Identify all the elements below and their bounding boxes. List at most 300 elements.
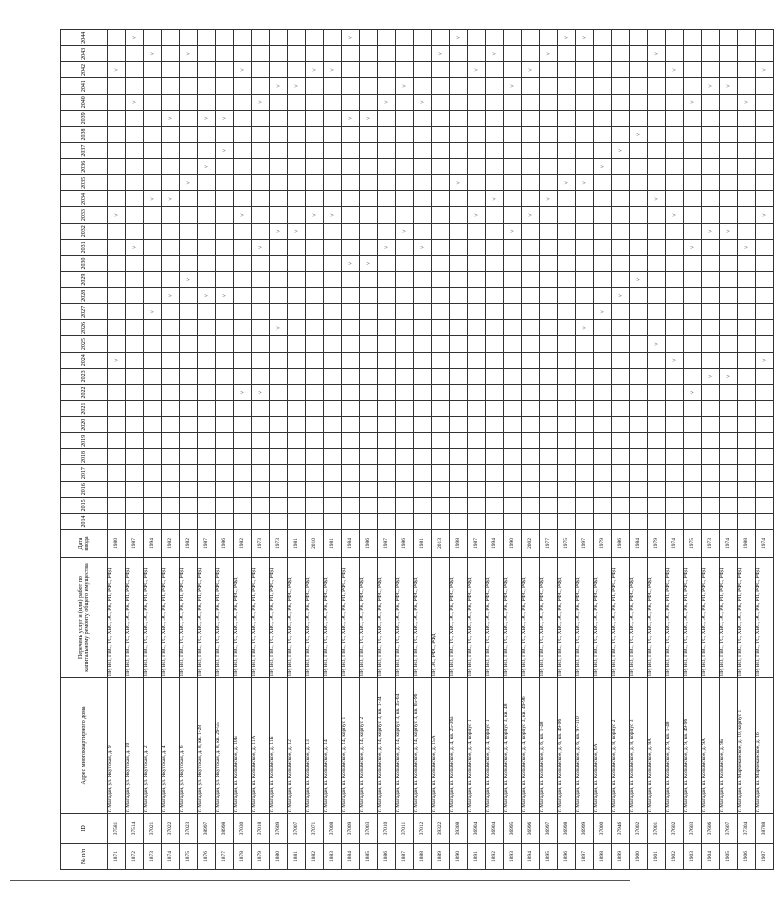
cell-year-2015: [432, 497, 450, 513]
cell-year-2035: [594, 175, 612, 191]
cell-year-2034: [324, 191, 342, 207]
cell-year-2043: ˅: [180, 46, 198, 62]
cell-year-2036: [108, 159, 126, 175]
cell-year-2020: [522, 417, 540, 433]
cell-year-2032: [630, 223, 648, 239]
cell-year-2036: [306, 159, 324, 175]
cell-year-2044: [252, 30, 270, 46]
cell-year-2021: [702, 401, 720, 417]
cell-year-2020: [558, 417, 576, 433]
cell-year-2043: [612, 46, 630, 62]
cell-year-2020: [720, 417, 738, 433]
cell-year: 1973: [252, 530, 270, 558]
cell-year-2034: [216, 191, 234, 207]
cell-year-2015: [738, 497, 756, 513]
table-row: [252, 30, 270, 870]
cell-year-2043: [558, 46, 576, 62]
cell-year-2035: [360, 175, 378, 191]
cell-year-2029: [720, 272, 738, 288]
cell-year-2023: [144, 368, 162, 384]
cell-year-2035: [252, 175, 270, 191]
cell-year-2034: [594, 191, 612, 207]
cell-year-2034: [684, 191, 702, 207]
cell-year-2035: [666, 175, 684, 191]
cell-year-2030: [486, 255, 504, 271]
cell-year-2031: [288, 239, 306, 255]
cell-year-2028: [252, 288, 270, 304]
cell-year-2029: [162, 272, 180, 288]
cell-year-2016: [720, 481, 738, 497]
cell-year-2039: [288, 110, 306, 126]
cell-year-2016: [648, 481, 666, 497]
cell-year-2029: [378, 272, 396, 288]
cell-year-2032: [414, 223, 432, 239]
cell-year-2038: [576, 126, 594, 142]
cell-year-2032: [486, 223, 504, 239]
cell-year-2027: [288, 304, 306, 320]
cell-works: ПР, ВО, ГВС, ТС, ХВС, ЭС, РК, РФС, РФД: [486, 558, 504, 678]
cell-year-2025: [180, 336, 198, 352]
cell-year-2025: [306, 336, 324, 352]
cell-year-2029: [252, 272, 270, 288]
cell-year-2028: [180, 288, 198, 304]
cell-year-2028: [270, 288, 288, 304]
cell-year-2015: [198, 497, 216, 513]
cell-year-2039: [396, 110, 414, 126]
cell-year-2025: [684, 336, 702, 352]
cell-id: 37007: [288, 814, 306, 844]
cell-year-2031: [306, 239, 324, 255]
table-row: [342, 30, 360, 870]
cell-year-2033: [270, 207, 288, 223]
table-row: [108, 30, 126, 870]
cell-year-2041: [252, 78, 270, 94]
cell-year-2031: [198, 239, 216, 255]
cell-year-2039: [666, 110, 684, 126]
cell-year-2029: [216, 272, 234, 288]
cell-year-2023: [288, 368, 306, 384]
header-year-2043: 2043: [61, 46, 108, 62]
cell-year-2031: [702, 239, 720, 255]
cell-year-2044: ˅: [342, 30, 360, 46]
cell-year-2015: [558, 497, 576, 513]
cell-year-2016: [594, 481, 612, 497]
cell-year-2043: [342, 46, 360, 62]
cell-year-2042: [360, 62, 378, 78]
cell-year-2024: [126, 352, 144, 368]
cell-year-2037: [504, 143, 522, 159]
cell-year-2025: [468, 336, 486, 352]
cell-year-2017: [360, 465, 378, 481]
cell-year-2021: [360, 401, 378, 417]
table-row: [270, 30, 288, 870]
cell-year-2022: [306, 384, 324, 400]
cell-year-2026: [540, 320, 558, 336]
cell-year-2019: [432, 433, 450, 449]
cell-year-2027: [612, 304, 630, 320]
cell-year-2036: [630, 159, 648, 175]
cell-year-2033: [144, 207, 162, 223]
cell-year-2031: [612, 239, 630, 255]
cell-year-2033: [684, 207, 702, 223]
cell-year-2038: [198, 126, 216, 142]
cell-year-2037: [396, 143, 414, 159]
cell-year-2038: [468, 126, 486, 142]
cell-year-2027: [108, 304, 126, 320]
cell-year-2029: [666, 272, 684, 288]
cell-year-2041: [684, 78, 702, 94]
cell-year-2027: [180, 304, 198, 320]
cell-year-2021: [450, 401, 468, 417]
cell-year-2018: [144, 449, 162, 465]
cell-id: 37002: [630, 814, 648, 844]
cell-id: 37010: [378, 814, 396, 844]
header-year-2031: 2031: [61, 239, 108, 255]
cell-year-2023: [108, 368, 126, 384]
cell-works: ПР, ВО, ГВС, ТС, ХВС, ЭС, РК, РП, РФС, РФД: [198, 558, 216, 678]
cell-year-2017: [288, 465, 306, 481]
cell-year-2016: [522, 481, 540, 497]
cell-year-2021: [378, 401, 396, 417]
cell-year-2021: [540, 401, 558, 417]
cell-year-2022: [378, 384, 396, 400]
cell-year-2020: [468, 417, 486, 433]
table-row: [378, 30, 396, 870]
cell-num: 1879: [252, 844, 270, 870]
cell-works: ПР, ВО, ГВС, ТС, ХВС, ЭС, РК, РП, РФС, РФД: [612, 558, 630, 678]
cell-year-2014: [756, 513, 774, 529]
cell-year-2036: [486, 159, 504, 175]
cell-year-2033: ˅: [306, 207, 324, 223]
cell-year-2024: [144, 352, 162, 368]
cell-year-2034: [198, 191, 216, 207]
cell-year-2014: [288, 513, 306, 529]
cell-num: 1907: [756, 844, 774, 870]
cell-year-2033: ˅: [324, 207, 342, 223]
cell-year-2037: [126, 143, 144, 159]
cell-year-2021: [756, 401, 774, 417]
cell-year: 1987: [198, 530, 216, 558]
cell-id: 38998: [216, 814, 234, 844]
cell-year-2021: [738, 401, 756, 417]
cell-year-2037: [486, 143, 504, 159]
cell-year-2039: ˅: [162, 110, 180, 126]
cell-num: 1872: [126, 844, 144, 870]
cell-year-2038: [522, 126, 540, 142]
cell-year: 2013: [432, 530, 450, 558]
cell-year-2027: [252, 304, 270, 320]
cell-year-2018: [360, 449, 378, 465]
cell-year-2037: [198, 143, 216, 159]
cell-address: г. Магадан, ш. Колымское, д. 14, корпус 3, кв. 35-64: [396, 678, 414, 814]
cell-year-2014: [486, 513, 504, 529]
cell-year-2025: [234, 336, 252, 352]
cell-year-2032: [684, 223, 702, 239]
cell-year-2035: ˅: [576, 175, 594, 191]
cell-id: 37514: [126, 814, 144, 844]
cell-year: 1974: [756, 530, 774, 558]
table-row: [684, 30, 702, 870]
cell-year-2030: [324, 255, 342, 271]
cell-year-2019: [108, 433, 126, 449]
cell-year-2041: [342, 78, 360, 94]
cell-year-2037: ˅: [216, 143, 234, 159]
cell-year-2032: [252, 223, 270, 239]
cell-year-2016: [270, 481, 288, 497]
cell-year-2015: [540, 497, 558, 513]
cell-year: 1977: [540, 530, 558, 558]
cell-address: г. Магадан, ш. Марчеканское, д. 16: [756, 678, 774, 814]
cell-year-2021: [648, 401, 666, 417]
cell-year-2028: ˅: [216, 288, 234, 304]
cell-year-2039: [720, 110, 738, 126]
cell-year-2038: [756, 126, 774, 142]
cell-year-2021: [144, 401, 162, 417]
cell-year-2039: ˅: [198, 110, 216, 126]
cell-year-2015: [666, 497, 684, 513]
cell-year-2018: [666, 449, 684, 465]
cell-year-2033: [540, 207, 558, 223]
cell-year-2036: [216, 159, 234, 175]
cell-year-2041: [522, 78, 540, 94]
cell-year-2039: [432, 110, 450, 126]
cell-year: 1986: [612, 530, 630, 558]
cell-year-2023: ˅: [702, 368, 720, 384]
cell-year-2019: [396, 433, 414, 449]
header-year-2016: 2016: [61, 481, 108, 497]
cell-year-2028: [684, 288, 702, 304]
cell-year-2018: [342, 449, 360, 465]
cell-year-2029: [450, 272, 468, 288]
cell-year-2025: ˅: [648, 336, 666, 352]
cell-year-2027: [414, 304, 432, 320]
table-row: [666, 30, 684, 870]
cell-year-2020: [486, 417, 504, 433]
cell-year-2023: [558, 368, 576, 384]
cell-year-2035: [216, 175, 234, 191]
cell-year-2043: [594, 46, 612, 62]
cell-year-2017: [558, 465, 576, 481]
cell-year-2015: [252, 497, 270, 513]
cell-year-2036: [684, 159, 702, 175]
cell-year-2032: [576, 223, 594, 239]
cell-year-2042: [198, 62, 216, 78]
cell-year-2035: ˅: [450, 175, 468, 191]
cell-address: г. Магадан, ш. Колымское, д. 4, корпус 3, кв. 48: [504, 678, 522, 814]
cell-year-2020: [162, 417, 180, 433]
cell-year-2034: [414, 191, 432, 207]
cell-year-2026: [450, 320, 468, 336]
cell-year-2044: [594, 30, 612, 46]
cell-num: 1892: [486, 844, 504, 870]
cell-year-2031: [468, 239, 486, 255]
cell-year-2044: [486, 30, 504, 46]
cell-year-2029: [540, 272, 558, 288]
header-year-2020: 2020: [61, 417, 108, 433]
cell-year-2026: [396, 320, 414, 336]
table-row: [324, 30, 342, 870]
cell-year-2017: [738, 465, 756, 481]
cell-year-2026: [252, 320, 270, 336]
cell-year-2029: [360, 272, 378, 288]
cell-year-2040: ˅: [126, 94, 144, 110]
cell-year-2044: [468, 30, 486, 46]
table-body: [108, 30, 774, 870]
cell-year-2026: [684, 320, 702, 336]
cell-year-2026: [666, 320, 684, 336]
cell-year-2032: ˅: [702, 223, 720, 239]
cell-year-2042: ˅: [306, 62, 324, 78]
cell-year-2019: [630, 433, 648, 449]
cell-year-2039: [756, 110, 774, 126]
cell-year-2034: [558, 191, 576, 207]
cell-year-2025: [504, 336, 522, 352]
cell-works: ПР, ВО, ГВС, ТС, ХВС, ЭС, РК, РФС, РФД: [414, 558, 432, 678]
cell-num: 1874: [162, 844, 180, 870]
cell-address: г. Магадан, ш. Колымское, д. 11Б: [270, 678, 288, 814]
cell-year-2020: [576, 417, 594, 433]
cell-year-2043: [360, 46, 378, 62]
cell-year-2026: [522, 320, 540, 336]
cell-year-2020: [684, 417, 702, 433]
cell-year-2037: [720, 143, 738, 159]
cell-year: 1986: [216, 530, 234, 558]
cell-year-2027: [540, 304, 558, 320]
cell-year-2029: [414, 272, 432, 288]
cell-year-2043: [522, 46, 540, 62]
cell-year-2016: [234, 481, 252, 497]
cell-year-2028: [108, 288, 126, 304]
header-year-2024: 2024: [61, 352, 108, 368]
cell-year-2037: [630, 143, 648, 159]
cell-year-2033: [504, 207, 522, 223]
cell-works: ПР, ВО, ГВС, ТС, ХВС, ЭС, РК, РП, РФС, РФД: [108, 558, 126, 678]
cell-year-2014: [414, 513, 432, 529]
header-year-2025: 2025: [61, 336, 108, 352]
cell-year-2026: [324, 320, 342, 336]
cell-year-2014: [396, 513, 414, 529]
cell-year-2024: [216, 352, 234, 368]
cell-year-2040: [450, 94, 468, 110]
cell-year: 1987: [468, 530, 486, 558]
cell-year-2040: [612, 94, 630, 110]
cell-year-2014: [108, 513, 126, 529]
cell-year-2028: ˅: [198, 288, 216, 304]
cell-year-2022: [288, 384, 306, 400]
cell-year-2033: [414, 207, 432, 223]
cell-year-2043: [666, 46, 684, 62]
cell-year-2017: [198, 465, 216, 481]
cell-year-2037: [360, 143, 378, 159]
cell-year-2029: [234, 272, 252, 288]
cell-year-2023: [396, 368, 414, 384]
cell-year-2016: [450, 481, 468, 497]
cell-year-2025: [450, 336, 468, 352]
cell-year-2036: [648, 159, 666, 175]
cell-year-2023: [486, 368, 504, 384]
cell-year-2022: [396, 384, 414, 400]
cell-year-2028: ˅: [612, 288, 630, 304]
header-year-2014: 2014: [61, 513, 108, 529]
cell-year-2034: [450, 191, 468, 207]
cell-year-2031: ˅: [684, 239, 702, 255]
cell-id: 36999: [576, 814, 594, 844]
cell-year-2024: [180, 352, 198, 368]
cell-year-2021: [612, 401, 630, 417]
cell-year-2032: ˅: [720, 223, 738, 239]
cell-address: г. Магадан, ш. Колымское, д. 4, корпус 3, кв. 49-96: [522, 678, 540, 814]
cell-year-2030: [288, 255, 306, 271]
cell-year-2036: [342, 159, 360, 175]
cell-year-2032: [666, 223, 684, 239]
cell-year-2033: ˅: [468, 207, 486, 223]
cell-address: г. Магадан, ул. Якутская, д. 10: [126, 678, 144, 814]
cell-year: 1973: [702, 530, 720, 558]
cell-year-2027: [756, 304, 774, 320]
cell-year-2015: [594, 497, 612, 513]
cell-year-2028: [486, 288, 504, 304]
cell-year-2031: [396, 239, 414, 255]
cell-year-2023: [756, 368, 774, 384]
cell-year-2031: ˅: [126, 239, 144, 255]
cell-year-2031: [576, 239, 594, 255]
cell-year-2026: [756, 320, 774, 336]
cell-year-2026: ˅: [576, 320, 594, 336]
cell-year-2038: [306, 126, 324, 142]
cell-year-2027: [468, 304, 486, 320]
cell-year-2028: [378, 288, 396, 304]
cell-year-2023: [576, 368, 594, 384]
cell-year-2031: [270, 239, 288, 255]
cell-year-2034: ˅: [144, 191, 162, 207]
cell-year-2027: [162, 304, 180, 320]
cell-year-2027: [702, 304, 720, 320]
cell-year-2017: [270, 465, 288, 481]
cell-year-2028: [594, 288, 612, 304]
cell-year-2033: [432, 207, 450, 223]
cell-year-2018: [594, 449, 612, 465]
cell-year-2016: [468, 481, 486, 497]
cell-year-2022: [486, 384, 504, 400]
cell-year-2017: [216, 465, 234, 481]
cell-year-2031: [234, 239, 252, 255]
cell-year-2039: [486, 110, 504, 126]
cell-year-2032: [162, 223, 180, 239]
cell-year-2024: [648, 352, 666, 368]
cell-year-2034: [504, 191, 522, 207]
header-year-2030: 2030: [61, 255, 108, 271]
cell-year-2036: [432, 159, 450, 175]
cell-year-2028: [306, 288, 324, 304]
cell-year-2034: [252, 191, 270, 207]
header-year-2026: 2026: [61, 320, 108, 336]
cell-year-2019: [666, 433, 684, 449]
cell-year-2028: [720, 288, 738, 304]
cell-year-2017: [108, 465, 126, 481]
cell-year-2028: [432, 288, 450, 304]
cell-year-2041: [432, 78, 450, 94]
cell-year-2025: [396, 336, 414, 352]
cell-year-2035: [270, 175, 288, 191]
cell-year-2029: [198, 272, 216, 288]
cell-year-2021: [666, 401, 684, 417]
cell-year-2015: [630, 497, 648, 513]
cell-year-2024: ˅: [666, 352, 684, 368]
cell-num: 1894: [522, 844, 540, 870]
cell-year-2036: [378, 159, 396, 175]
cell-year-2026: [288, 320, 306, 336]
cell-address: г. Магадан, ш. Колымское, д. 9, кв. 49-96: [684, 678, 702, 814]
